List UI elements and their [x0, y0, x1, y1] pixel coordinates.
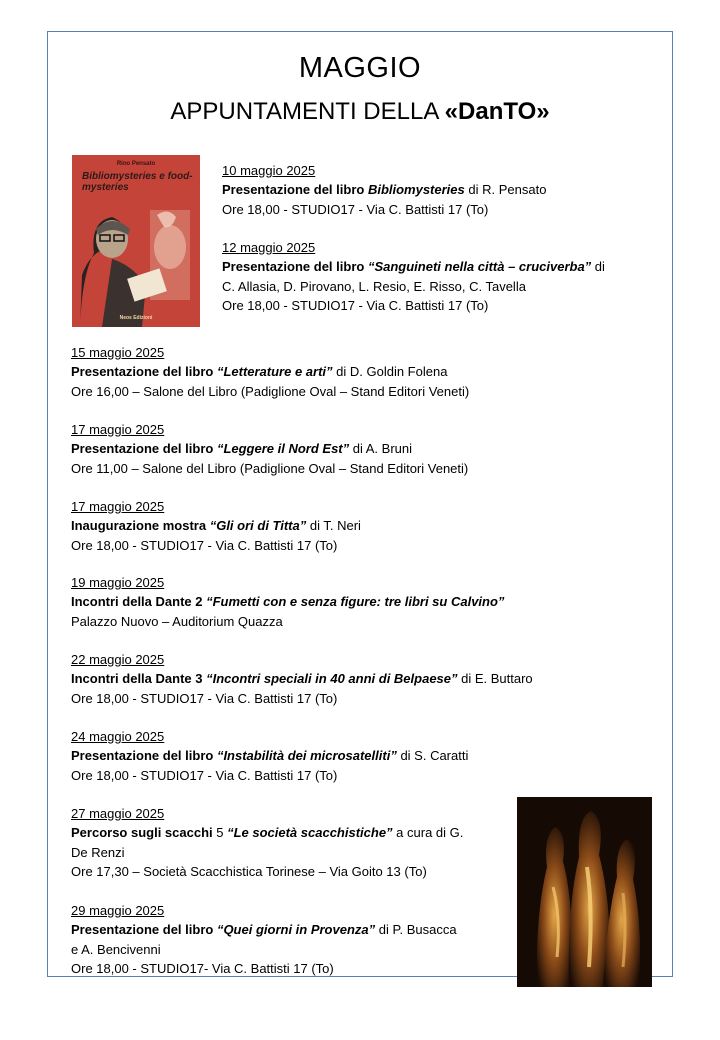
event-title: “Gli ori di Titta” [209, 518, 307, 534]
sculpture-artwork-image [517, 797, 652, 987]
event-location: Ore 18,00 - STUDIO17 - Via C. Battisti 17 (To) [71, 690, 338, 706]
event-date: 15 maggio 2025 [71, 345, 165, 360]
event-author: di A. Bruni [349, 441, 413, 457]
page-title: MAGGIO [298, 52, 422, 84]
event-type: Presentazione del libro [71, 922, 217, 938]
event-type: Incontri della Dante 3 [71, 671, 207, 687]
subtitle-text: APPUNTAMENTI DELLA [170, 98, 445, 125]
event-date: 24 maggio 2025 [71, 729, 165, 744]
event-description [71, 920, 457, 939]
event-title: “Quei giorni in Provenza” [216, 922, 376, 938]
event-date: 29 maggio 2025 [71, 903, 165, 918]
event-description [71, 362, 469, 381]
event-item [71, 497, 361, 555]
event-item [71, 420, 468, 478]
event-title: “Letterature e arti” [216, 364, 333, 380]
event-author: di P. Busacca [375, 922, 457, 938]
event-title: “Le società scacchistiche” [227, 825, 393, 841]
event-type: Presentazione del libro [71, 748, 217, 764]
event-item [71, 573, 504, 631]
event-location: Ore 17,30 – Società Scacchistica Torinese – Via Goito 13 (To) [71, 864, 427, 880]
cover-publisher: Neos Edizioni [119, 315, 153, 321]
event-author: di S. Caratti [396, 748, 469, 764]
event-type: Percorso sugli scacchi [71, 825, 217, 841]
event-date: 17 maggio 2025 [71, 499, 165, 514]
event-location: Palazzo Nuovo – Auditorium Quazza [71, 613, 283, 629]
event-date: 17 maggio 2025 [71, 422, 165, 437]
event-date: 12 maggio 2025 [222, 240, 316, 255]
event-description [71, 439, 468, 458]
event-author: a cura di G. [392, 825, 464, 841]
event-location: Ore 18,00 - STUDIO17 - Via C. Battisti 17 (To) [222, 201, 489, 217]
event-date: 10 maggio 2025 [222, 163, 316, 178]
event-type: Inaugurazione mostra [71, 518, 210, 534]
event-item [222, 161, 546, 219]
event-type: Presentazione del libro [222, 259, 368, 275]
cover-title: Bibliomysteries e food-mysteries [82, 171, 193, 193]
event-type: Presentazione del libro [71, 441, 217, 457]
event-item [222, 238, 605, 316]
event-author: di D. Goldin Folena [332, 364, 448, 380]
event-location: Ore 18,00 - STUDIO17 - Via C. Battisti 17 (To) [71, 537, 338, 553]
event-date: 19 maggio 2025 [71, 575, 165, 590]
event-description [71, 823, 463, 842]
event-title: Bibliomysteries [367, 182, 465, 198]
event-authors: De Renzi [71, 844, 125, 860]
event-description [222, 180, 546, 199]
event-date: 22 maggio 2025 [71, 652, 165, 667]
event-location: Ore 11,00 – Salone del Libro (Padiglione Oval – Stand Editori Veneti) [71, 460, 469, 476]
artwork-illustration [517, 797, 652, 987]
event-type: Presentazione del libro [222, 182, 368, 198]
event-location: Ore 16,00 – Salone del Libro (Padiglione Oval – Stand Editori Veneti) [71, 383, 470, 399]
event-item [71, 901, 457, 979]
event-title: “Leggere il Nord Est” [216, 441, 350, 457]
event-number: 5 [216, 825, 228, 841]
event-item [71, 804, 463, 882]
event-author: di E. Buttaro [457, 671, 533, 687]
event-author: di [591, 259, 605, 275]
event-description [71, 516, 361, 535]
event-item [71, 727, 468, 785]
event-location: Ore 18,00 - STUDIO17 - Via C. Battisti 17 (To) [71, 767, 338, 783]
event-title: “Incontri speciali in 40 anni di Belpaese” [206, 671, 458, 687]
event-title: “Sanguineti nella città – cruciverba” [367, 259, 592, 275]
cover-author: Rino Pensato [116, 161, 156, 167]
event-item [71, 343, 469, 401]
book-cover-image [72, 155, 200, 327]
event-type: Presentazione del libro [71, 364, 217, 380]
event-authors: C. Allasia, D. Pirovano, L. Resio, E. Risso, C. Tavella [222, 278, 526, 294]
event-title: “Fumetti con e senza figure: tre libri su Calvino” [206, 594, 505, 610]
subtitle-brand: «DanTO» [444, 98, 550, 125]
event-author: di T. Neri [306, 518, 361, 534]
event-description [71, 669, 533, 688]
event-location: Ore 18,00 - STUDIO17 - Via C. Battisti 17 (To) [222, 298, 489, 314]
event-description [71, 746, 468, 765]
event-authors: e A. Bencivenni [71, 941, 161, 957]
event-date: 27 maggio 2025 [71, 806, 165, 821]
event-location: Ore 18,00 - STUDIO17- Via C. Battisti 17 (To) [71, 961, 334, 977]
event-item [71, 650, 533, 708]
event-description [71, 592, 504, 611]
event-title: “Instabilità dei microsatelliti” [216, 748, 397, 764]
page-subtitle [0, 98, 720, 126]
event-author: di R. Pensato [464, 182, 547, 198]
event-description [222, 257, 605, 276]
event-type: Incontri della Dante 2 [71, 594, 207, 610]
